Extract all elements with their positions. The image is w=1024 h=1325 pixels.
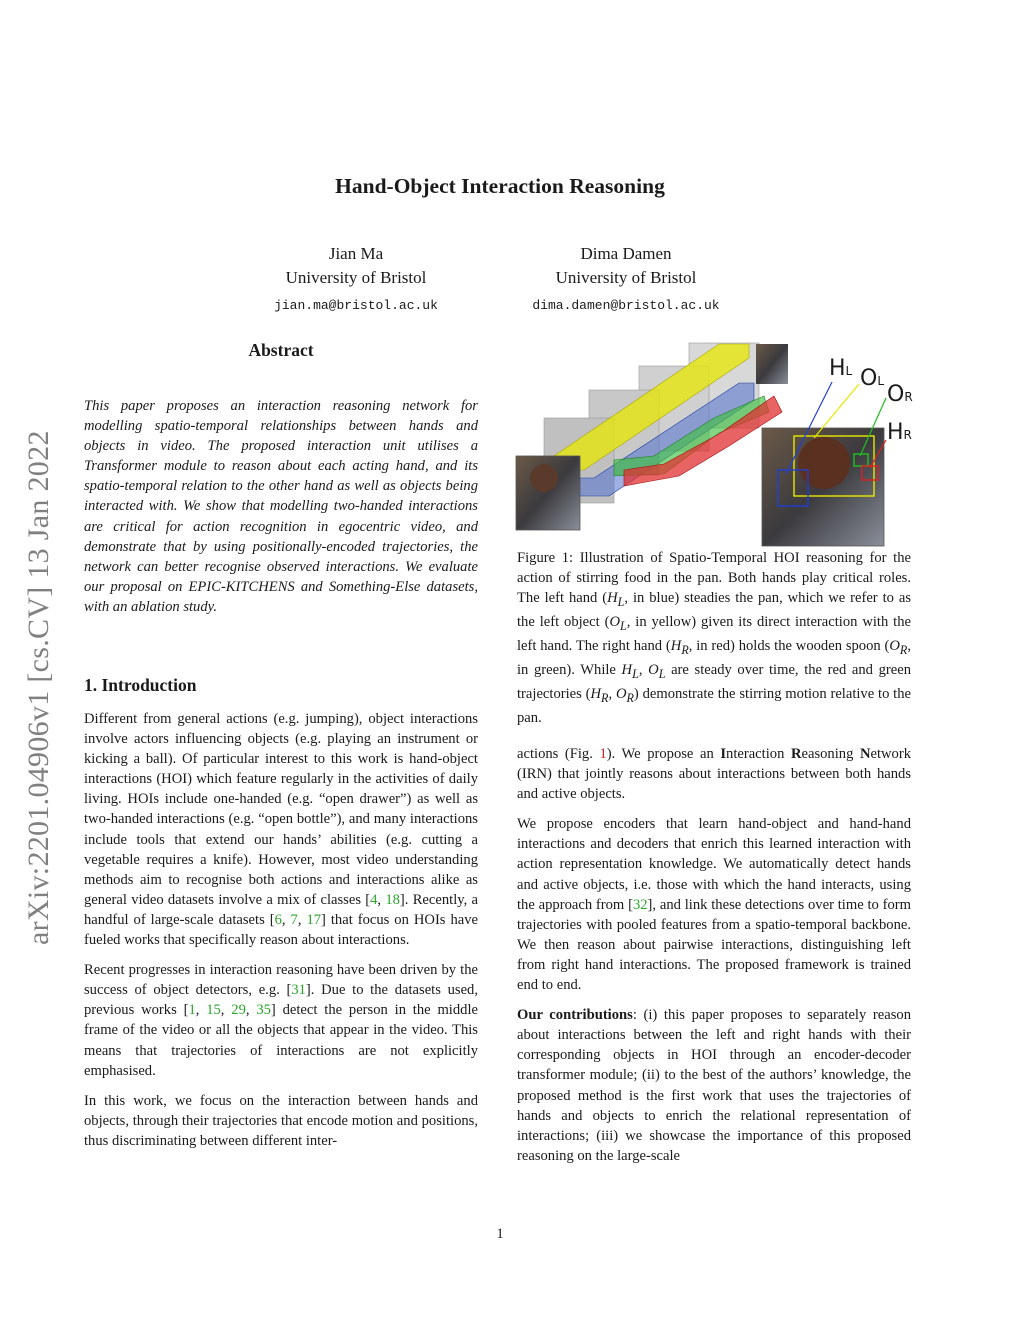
intro-paragraph-2: Recent progresses in interaction reasoning have been driven by the success of object detectors, e.g. [31]. Due to the datasets used, previous works [1, 15, 29, 35] detect the person in the middle frame of the video or all the objects that appear in the video. This means that trajectories of interactions are not explicitly emphasised. bbox=[84, 962, 479, 1079]
citation-link[interactable]: 4 bbox=[370, 891, 378, 908]
right-column-body bbox=[517, 744, 911, 1176]
right-paragraph-2: We propose encoders that learn hand-object and hand-hand interactions and decoders that enrich this learned interaction with action representation knowledge. We automatically detect hands and active objects, i.e. those with which the hand interacts, using the approach from [32], and link these detections over time to form trajectories with pooled features from a spatio-temporal backbone. We then reason about pairwise interactions, distinguishing left from right hand interactions. The proposed framework is trained end to end. bbox=[517, 816, 911, 994]
citation-link[interactable]: 7 bbox=[290, 911, 298, 928]
abstract-text: This paper proposes an interaction reasoning network for modelling spatio-temporal relationships between hands and objects in video. The proposed interaction unit utilises a Transformer module to reason about each acting hand, and its spatio-temporal relation to the other hand as well as objects being interacted with. We show that modelling two-handed interactions are critical for action recognition in egocentric video, and demonstrate that by using positionally-encoded trajectories, the network can better recognise observed interactions. We evaluate our proposal on EPIC-KITCHENS and Something-Else datasets, with an ablation study. bbox=[84, 398, 478, 615]
intro-paragraph-3: In this work, we focus on the interaction between hands and objects, through their trajectories that encode motion and positions, thus discriminating between different inter- bbox=[84, 1092, 478, 1149]
figure-caption: Figure 1: Illustration of Spatio-Temporal HOI reasoning for the action of stirring food in the pan. Both hands play critical roles. The left hand ($H_L$, in blue) steadies the pan, which we refer to as the left object ($O_L$, in yellow) given its direct interaction with the left hand. The right hand ($H_R$, in red) holds the wooden spoon ($O_R$, in green). While $H_L$, $O_L$ are steady over time, the red and green trajectories ($H_R$, $O_R$) demonstrate the stirring motion relative to the pan. bbox=[517, 550, 912, 727]
citation-link[interactable]: 17 bbox=[306, 911, 322, 928]
intro-paragraph-1: Different from general actions (e.g. jumping), object interactions involve actors influencing objects (e.g. playing an instrument or kicking a ball). Of particular interest to this work is hand-object interactions (HOI) which feature regularly in the activities of daily living. HOIs include one-handed (e.g. “open drawer”) as well as two-handed interactions (e.g. “open bottle”), and many interactions include tools that extend our hands’ abilities (e.g. cutting a vegetable requires a knife). However, most video understanding methods aim to recognise both actions and interactions alike as general video datasets involve a mix of classes [4, 18]. Recently, a handful of large-scale datasets [6, 7, 17] that focus on HOIs have fueled works that specifically reason about interactions. bbox=[84, 711, 479, 949]
paper-title: Hand-Object Interaction Reasoning bbox=[335, 174, 665, 198]
author-email[interactable]: jian.ma@bristol.ac.uk bbox=[274, 298, 438, 313]
label-hr: HR bbox=[887, 420, 912, 445]
figure-reference-link[interactable]: 1 bbox=[599, 746, 607, 762]
figure-1 bbox=[514, 338, 914, 548]
label-ol: OL bbox=[860, 366, 885, 391]
page-number: 1 bbox=[496, 1226, 504, 1242]
citation-link[interactable]: 35 bbox=[256, 1002, 271, 1019]
author-name: Dima Damen bbox=[580, 244, 672, 263]
right-paragraph-3: Our contributions: (i) this paper proposes to separately reason about interactions between the left and right hands with their corresponding objects in HOI through an encoder-decoder transformer module; (ii) to the best of the authors’ knowledge, the proposed method is the first work that uses the trajectories of hands and objects to enrich the relational representation of interactions; (iii) we showcase the importance of this proposed reasoning on the large-scale bbox=[517, 1007, 911, 1164]
author-affiliation: University of Bristol bbox=[285, 268, 427, 287]
citation-link[interactable]: 18 bbox=[385, 891, 400, 908]
citation-link[interactable]: 31 bbox=[291, 982, 306, 999]
left-column-body bbox=[84, 709, 478, 1161]
author-block-2 bbox=[496, 242, 756, 318]
citation-link[interactable]: 32 bbox=[632, 896, 648, 913]
author-block-1 bbox=[226, 242, 486, 318]
arxiv-stamp: arXiv:2201.04906v1 [cs.CV] 13 Jan 2022 bbox=[22, 430, 55, 945]
author-name: Jian Ma bbox=[328, 244, 384, 263]
right-paragraph-1: actions (Fig. 1). We propose an Interaction Reasoning Network (IRN) that jointly reasons about interactions between both hands and active objects. bbox=[517, 746, 912, 803]
hoi-trajectory-illustration bbox=[514, 338, 914, 548]
citation-link[interactable]: 1 bbox=[188, 1002, 196, 1019]
citation-link[interactable]: 29 bbox=[231, 1002, 246, 1019]
intro-heading: 1. Introduction bbox=[84, 675, 197, 695]
contributions-label: Our contributions bbox=[517, 1007, 633, 1024]
abstract-heading: Abstract bbox=[248, 340, 314, 360]
author-email[interactable]: dima.damen@bristol.ac.uk bbox=[532, 298, 720, 313]
author-affiliation: University of Bristol bbox=[555, 268, 697, 287]
label-or: OR bbox=[887, 382, 913, 407]
label-hl: HL bbox=[829, 356, 853, 381]
citation-link[interactable]: 6 bbox=[274, 911, 282, 928]
citation-link[interactable]: 15 bbox=[206, 1002, 221, 1019]
